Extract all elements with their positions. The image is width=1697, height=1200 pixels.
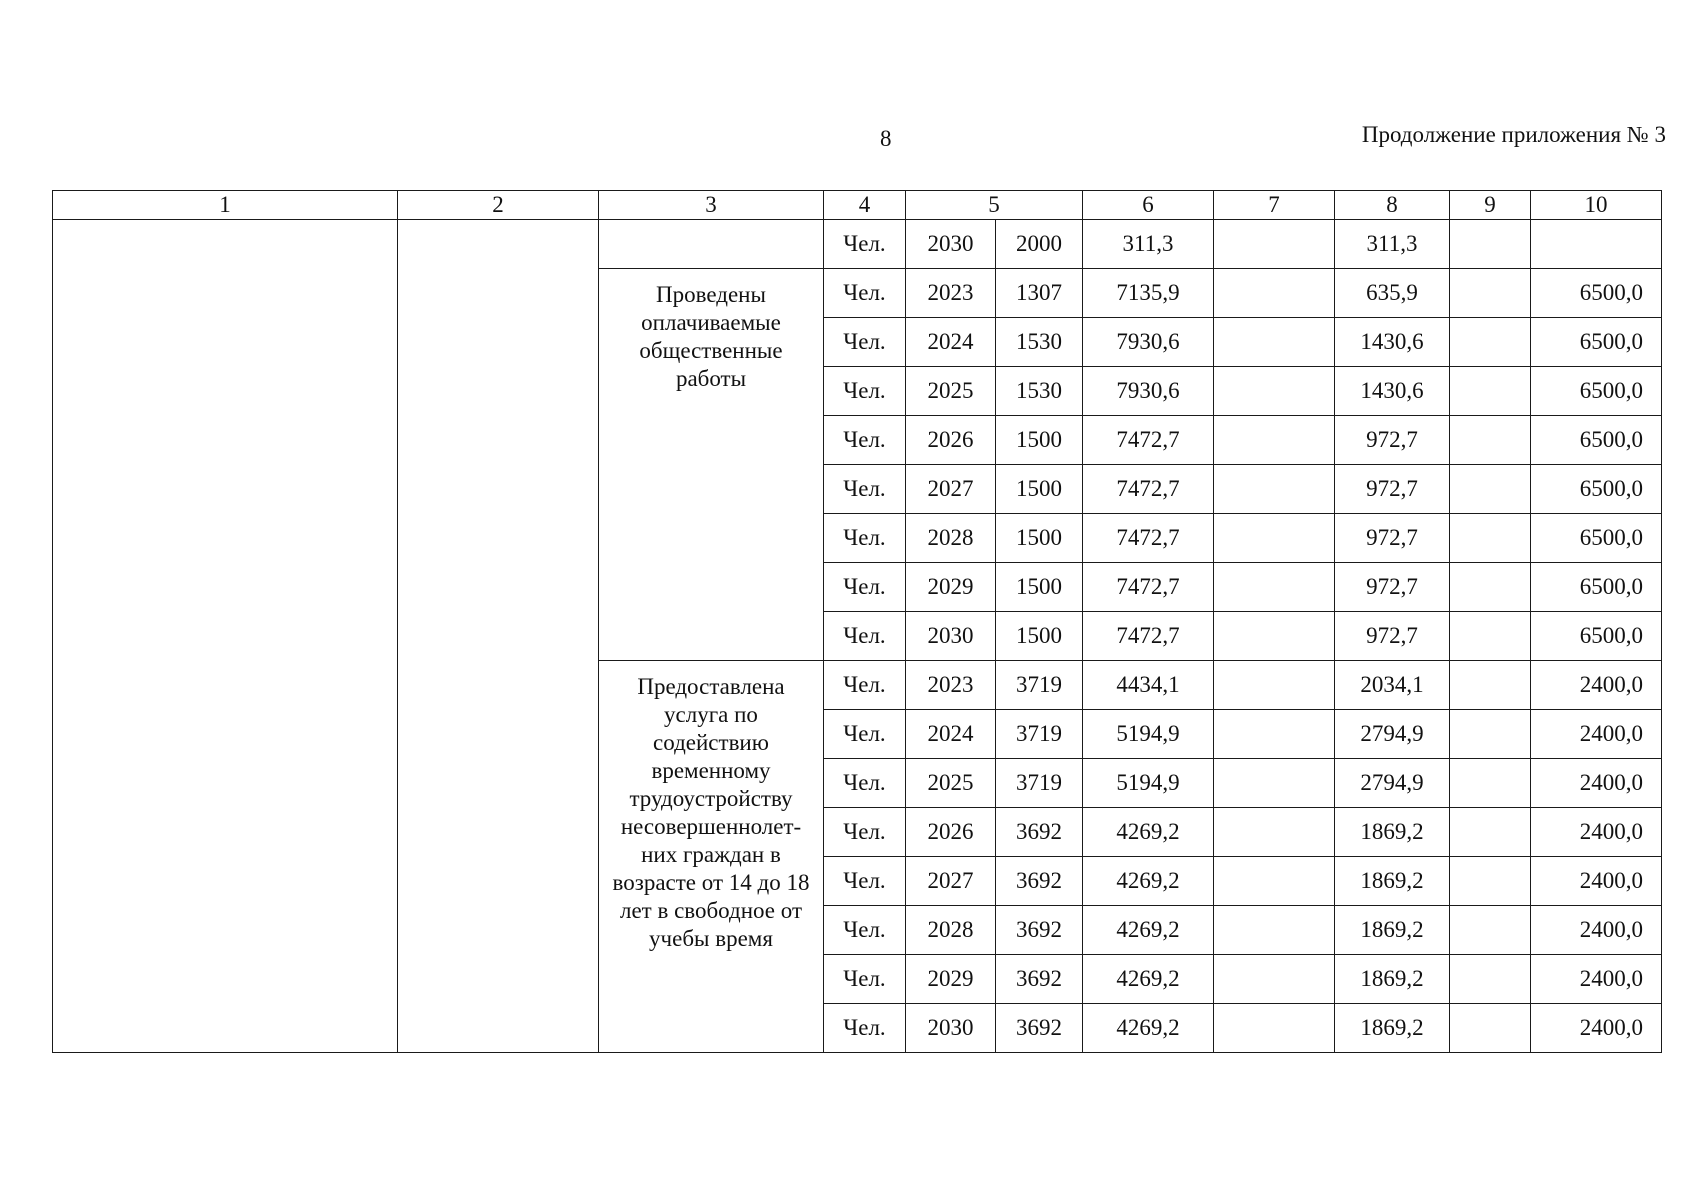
column-6-value: 5194,9 [1083, 710, 1214, 759]
column-8-value: 1430,6 [1335, 318, 1450, 367]
quantity-cell: 1500 [996, 612, 1083, 661]
year-cell: 2023 [906, 269, 996, 318]
appendix-table [52, 190, 1662, 1053]
unit-cell: Чел. [824, 416, 906, 465]
quantity-cell: 1530 [996, 318, 1083, 367]
quantity-cell: 1500 [996, 563, 1083, 612]
year-cell: 2026 [906, 808, 996, 857]
column-6-value: 4269,2 [1083, 857, 1214, 906]
unit-cell: Чел. [824, 710, 906, 759]
column-10-value: 2400,0 [1531, 955, 1662, 1004]
quantity-cell: 3692 [996, 808, 1083, 857]
column-7-value [1214, 465, 1335, 514]
unit-cell: Чел. [824, 318, 906, 367]
column-6-value: 7135,9 [1083, 269, 1214, 318]
column-8-value: 1869,2 [1335, 1004, 1450, 1053]
quantity-cell: 3719 [996, 759, 1083, 808]
column-10-value: 2400,0 [1531, 857, 1662, 906]
column-header-5: 5 [906, 191, 1083, 220]
column-8-value: 972,7 [1335, 465, 1450, 514]
column-7-value [1214, 1004, 1335, 1053]
column-9-value [1450, 612, 1531, 661]
unit-cell: Чел. [824, 808, 906, 857]
column-7-value [1214, 661, 1335, 710]
column-8-value: 2794,9 [1335, 710, 1450, 759]
column-9-value [1450, 367, 1531, 416]
column-7-value [1214, 906, 1335, 955]
column-header-1: 1 [53, 191, 398, 220]
result-description-cell: Проведены оплачиваемые общественные работы [599, 269, 824, 661]
column-7-value [1214, 563, 1335, 612]
column-7-value [1214, 808, 1335, 857]
column-header-8: 8 [1335, 191, 1450, 220]
year-cell: 2030 [906, 612, 996, 661]
unit-cell: Чел. [824, 661, 906, 710]
column-7-value [1214, 955, 1335, 1004]
unit-cell: Чел. [824, 367, 906, 416]
column-7-value [1214, 367, 1335, 416]
unit-cell: Чел. [824, 906, 906, 955]
column-9-value [1450, 759, 1531, 808]
unit-cell: Чел. [824, 269, 906, 318]
quantity-cell: 3692 [996, 857, 1083, 906]
quantity-cell: 3719 [996, 710, 1083, 759]
column-8-value: 2794,9 [1335, 759, 1450, 808]
column-7-value [1214, 857, 1335, 906]
quantity-cell: 3692 [996, 955, 1083, 1004]
year-cell: 2024 [906, 318, 996, 367]
year-cell: 2026 [906, 416, 996, 465]
column-6-value: 7472,7 [1083, 563, 1214, 612]
column-2-cell [398, 220, 599, 1053]
column-header-9: 9 [1450, 191, 1531, 220]
column-10-value: 6500,0 [1531, 416, 1662, 465]
column-10-value: 6500,0 [1531, 465, 1662, 514]
column-7-value [1214, 269, 1335, 318]
column-9-value [1450, 1004, 1531, 1053]
quantity-cell: 1530 [996, 367, 1083, 416]
quantity-cell: 1500 [996, 514, 1083, 563]
column-6-value: 4269,2 [1083, 1004, 1214, 1053]
column-10-value: 6500,0 [1531, 514, 1662, 563]
column-6-value: 7930,6 [1083, 318, 1214, 367]
column-9-value [1450, 661, 1531, 710]
column-9-value [1450, 220, 1531, 269]
unit-cell: Чел. [824, 955, 906, 1004]
column-8-value: 1430,6 [1335, 367, 1450, 416]
quantity-cell: 3692 [996, 1004, 1083, 1053]
column-8-value: 1869,2 [1335, 906, 1450, 955]
column-10-value: 6500,0 [1531, 563, 1662, 612]
quantity-cell: 2000 [996, 220, 1083, 269]
column-1-cell [53, 220, 398, 1053]
year-cell: 2027 [906, 857, 996, 906]
column-8-value: 2034,1 [1335, 661, 1450, 710]
column-7-value [1214, 710, 1335, 759]
year-cell: 2029 [906, 563, 996, 612]
year-cell: 2030 [906, 220, 996, 269]
column-7-value [1214, 318, 1335, 367]
column-9-value [1450, 857, 1531, 906]
column-7-value [1214, 220, 1335, 269]
column-10-value: 2400,0 [1531, 710, 1662, 759]
column-10-value: 2400,0 [1531, 808, 1662, 857]
column-10-value: 6500,0 [1531, 367, 1662, 416]
quantity-cell: 1500 [996, 416, 1083, 465]
column-6-value: 4434,1 [1083, 661, 1214, 710]
column-9-value [1450, 808, 1531, 857]
column-header-10: 10 [1531, 191, 1662, 220]
column-9-value [1450, 269, 1531, 318]
page-number: 8 [880, 126, 892, 151]
quantity-cell: 3692 [996, 906, 1083, 955]
year-cell: 2025 [906, 367, 996, 416]
quantity-cell: 1500 [996, 465, 1083, 514]
column-header-2: 2 [398, 191, 599, 220]
column-6-value: 7472,7 [1083, 465, 1214, 514]
column-header-3: 3 [599, 191, 824, 220]
column-9-value [1450, 465, 1531, 514]
year-cell: 2023 [906, 661, 996, 710]
column-6-value: 7930,6 [1083, 367, 1214, 416]
column-8-value: 635,9 [1335, 269, 1450, 318]
column-header-7: 7 [1214, 191, 1335, 220]
column-6-value: 311,3 [1083, 220, 1214, 269]
column-8-value: 972,7 [1335, 563, 1450, 612]
year-cell: 2027 [906, 465, 996, 514]
column-6-value: 7472,7 [1083, 514, 1214, 563]
column-6-value: 4269,2 [1083, 906, 1214, 955]
column-7-value [1214, 759, 1335, 808]
column-6-value: 4269,2 [1083, 955, 1214, 1004]
column-6-value: 4269,2 [1083, 808, 1214, 857]
column-8-value: 972,7 [1335, 416, 1450, 465]
table-body [53, 220, 1662, 1053]
column-6-value: 7472,7 [1083, 612, 1214, 661]
column-6-value: 7472,7 [1083, 416, 1214, 465]
column-8-value: 972,7 [1335, 612, 1450, 661]
column-7-value [1214, 612, 1335, 661]
unit-cell: Чел. [824, 1004, 906, 1053]
unit-cell: Чел. [824, 612, 906, 661]
year-cell: 2025 [906, 759, 996, 808]
column-9-value [1450, 955, 1531, 1004]
column-10-value: 2400,0 [1531, 906, 1662, 955]
unit-cell: Чел. [824, 563, 906, 612]
year-cell: 2028 [906, 514, 996, 563]
column-10-value: 6500,0 [1531, 612, 1662, 661]
column-header-6: 6 [1083, 191, 1214, 220]
column-number-header-row [53, 191, 1662, 220]
column-6-value: 5194,9 [1083, 759, 1214, 808]
column-10-value: 6500,0 [1531, 269, 1662, 318]
year-cell: 2030 [906, 1004, 996, 1053]
column-9-value [1450, 416, 1531, 465]
unit-cell: Чел. [824, 857, 906, 906]
column-8-value: 1869,2 [1335, 955, 1450, 1004]
quantity-cell: 3719 [996, 661, 1083, 710]
year-cell: 2028 [906, 906, 996, 955]
year-cell: 2024 [906, 710, 996, 759]
column-9-value [1450, 563, 1531, 612]
unit-cell: Чел. [824, 220, 906, 269]
column-8-value: 311,3 [1335, 220, 1450, 269]
unit-cell: Чел. [824, 465, 906, 514]
column-9-value [1450, 514, 1531, 563]
column-8-value: 1869,2 [1335, 857, 1450, 906]
column-8-value: 972,7 [1335, 514, 1450, 563]
year-cell: 2029 [906, 955, 996, 1004]
column-10-value: 6500,0 [1531, 318, 1662, 367]
table-row [53, 220, 1662, 269]
column-9-value [1450, 906, 1531, 955]
column-10-value: 2400,0 [1531, 759, 1662, 808]
column-7-value [1214, 514, 1335, 563]
appendix-continuation-note: Продолжение приложения № 3 [1361, 122, 1666, 147]
unit-cell: Чел. [824, 514, 906, 563]
column-7-value [1214, 416, 1335, 465]
column-9-value [1450, 318, 1531, 367]
column-9-value [1450, 710, 1531, 759]
column-8-value: 1869,2 [1335, 808, 1450, 857]
result-description-cell: Предоставлена услуга по содействию временному трудоустройству несовершеннолет-них граждан в возрасте от 14 до 18 лет в свободное от учебы время [599, 661, 824, 1053]
column-header-4: 4 [824, 191, 906, 220]
result-description-cell [599, 220, 824, 269]
column-10-value: 2400,0 [1531, 661, 1662, 710]
column-10-value: 2400,0 [1531, 1004, 1662, 1053]
unit-cell: Чел. [824, 759, 906, 808]
column-10-value [1531, 220, 1662, 269]
quantity-cell: 1307 [996, 269, 1083, 318]
